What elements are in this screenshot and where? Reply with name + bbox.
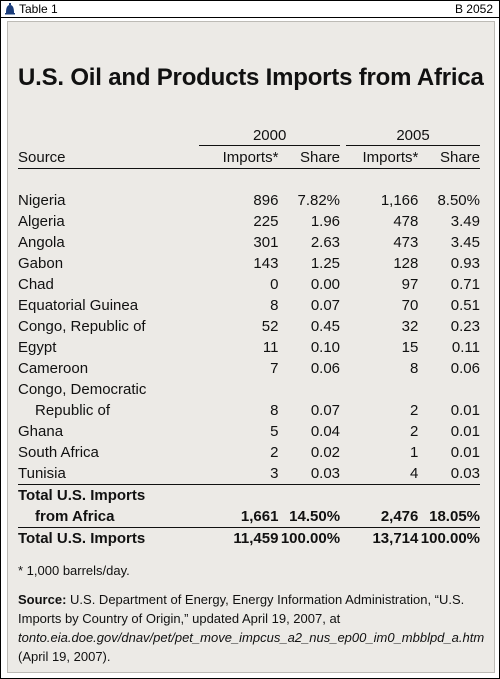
total-us-row xyxy=(18,528,480,550)
imports-2000-cell: 5 xyxy=(270,423,279,440)
share-2000-cell: 0.10 xyxy=(310,339,341,356)
table-row xyxy=(18,463,480,485)
total-africa-imports-2005: 2,476 xyxy=(380,508,419,525)
share-2000-header: Share xyxy=(278,147,340,169)
table-row xyxy=(18,211,480,232)
share-2005-cell: 0.51 xyxy=(450,297,480,314)
total-us-imports-2005: 13,714 xyxy=(340,528,418,550)
total-us-share-2005: 100.00% xyxy=(418,528,480,550)
source-cell: Angola xyxy=(18,234,65,251)
share-2005-cell: 0.93 xyxy=(450,255,480,272)
source-cell: Gabon xyxy=(18,255,64,272)
imports-2000-cell: 896 xyxy=(253,192,279,209)
imports-2000-cell: 225 xyxy=(253,213,279,230)
share-2005-cell: 0.01 xyxy=(450,402,480,419)
share-2005-header: Share xyxy=(418,147,480,169)
share-2000-cell: 0.02 xyxy=(310,444,341,461)
total-africa-share-2005: 18.05% xyxy=(429,508,480,525)
source-cell-line1: Congo, Democratic xyxy=(18,381,147,398)
imports-2000-cell: 11 xyxy=(262,339,279,356)
share-2005-cell: 0.06 xyxy=(450,360,480,377)
table-label-group xyxy=(1,2,58,16)
source-cell: Ghana xyxy=(18,423,64,440)
share-2005-cell: 3.49 xyxy=(450,213,480,230)
imports-2000-cell: 8 xyxy=(270,402,279,419)
share-2000-cell: 0.03 xyxy=(310,465,341,482)
imports-2005-cell: 32 xyxy=(401,318,419,335)
imports-2005-cell: 97 xyxy=(401,276,419,293)
table-row xyxy=(18,232,480,253)
share-2005-cell: 3.45 xyxy=(450,234,480,251)
source-cell: Republic of xyxy=(35,402,111,419)
header-rule xyxy=(0,17,500,18)
imports-2000-cell: 52 xyxy=(261,318,279,335)
source-cell: Equatorial Guinea xyxy=(18,297,139,314)
source-url: tonto.eia.doe.gov/dnav/pet/pet_move_impcus_a2_nus_ep00_im0_mbblpd_a.htm xyxy=(18,630,485,645)
top-bar xyxy=(1,1,499,17)
year-2000-header: 2000 xyxy=(193,126,340,147)
share-2005-cell: 0.23 xyxy=(450,318,480,335)
source-cell: Chad xyxy=(18,276,54,293)
imports-2000-cell: 143 xyxy=(253,255,279,272)
share-2005-cell: 0.71 xyxy=(450,276,480,293)
share-2000-cell: 1.96 xyxy=(310,213,341,230)
source-cell: Algeria xyxy=(18,213,65,230)
table-row xyxy=(18,316,480,337)
imports-table xyxy=(18,126,480,549)
imports-2005-header: Imports* xyxy=(340,147,418,169)
share-2000-cell: 0.07 xyxy=(310,402,341,419)
imports-2000-cell: 2 xyxy=(270,444,279,461)
table-label: Table 1 xyxy=(19,2,58,16)
imports-2000-cell: 0 xyxy=(270,276,279,293)
total-us-label: Total U.S. Imports xyxy=(18,528,193,550)
total-africa-imports-2000: 1,661 xyxy=(240,508,279,525)
imports-2005-cell: 1 xyxy=(410,444,419,461)
table-row xyxy=(18,253,480,274)
source-note xyxy=(18,590,485,666)
share-2005-cell: 0.01 xyxy=(450,423,480,440)
source-date: (April 19, 2007). xyxy=(18,649,111,664)
imports-2000-cell: 7 xyxy=(270,360,279,377)
share-2005-cell: 8.50% xyxy=(437,192,480,209)
share-2000-cell: 0.06 xyxy=(310,360,341,377)
total-africa-label-row xyxy=(18,485,480,507)
imports-2005-cell: 4 xyxy=(410,465,419,482)
table-row xyxy=(18,400,480,421)
imports-2000-cell: 8 xyxy=(270,297,279,314)
table-row-label-line xyxy=(18,379,480,400)
report-id: B 2052 xyxy=(454,2,493,16)
table-row xyxy=(18,190,480,211)
imports-2005-cell: 70 xyxy=(401,297,419,314)
imports-2000-cell: 301 xyxy=(253,234,279,251)
share-2000-cell: 1.25 xyxy=(310,255,341,272)
share-2000-cell: 0.07 xyxy=(310,297,341,314)
year-2005-header: 2005 xyxy=(340,126,480,147)
imports-2005-cell: 473 xyxy=(393,234,419,251)
column-header-row xyxy=(18,147,480,169)
share-2000-cell: 0.04 xyxy=(310,423,341,440)
share-2000-cell: 0.00 xyxy=(310,276,341,293)
source-cell: Congo, Republic of xyxy=(18,318,146,335)
table-row xyxy=(18,295,480,316)
source-cell: South Africa xyxy=(18,444,99,461)
source-column-header: Source xyxy=(18,147,193,169)
table-row xyxy=(18,274,480,295)
imports-2000-header: Imports* xyxy=(193,147,278,169)
table-row xyxy=(18,421,480,442)
share-2000-cell: 2.63 xyxy=(310,234,341,251)
source-cell: Tunisia xyxy=(18,465,66,482)
share-2005-cell: 0.01 xyxy=(450,444,480,461)
total-africa-row xyxy=(18,506,480,528)
imports-2005-cell: 15 xyxy=(401,339,419,356)
table-row xyxy=(18,358,480,379)
share-2000-cell: 0.45 xyxy=(310,318,341,335)
total-africa-label-line1: Total U.S. Imports xyxy=(18,485,480,507)
imports-2000-cell: 3 xyxy=(270,465,279,482)
source-cell: Egypt xyxy=(18,339,57,356)
source-cell: Cameroon xyxy=(18,360,89,377)
imports-2005-cell: 128 xyxy=(393,255,419,272)
footnote: * 1,000 barrels/day. xyxy=(18,563,130,578)
source-label: Source: xyxy=(18,592,67,607)
share-2005-cell: 0.11 xyxy=(451,339,480,356)
source-cell: Nigeria xyxy=(18,192,66,209)
table-row xyxy=(18,442,480,463)
table-title: U.S. Oil and Products Imports from Africa xyxy=(18,64,484,91)
total-africa-label-line2: from Africa xyxy=(35,508,115,525)
imports-2005-cell: 8 xyxy=(410,360,419,377)
share-2005-cell: 0.03 xyxy=(450,465,480,482)
total-us-share-2000: 100.00% xyxy=(278,528,340,550)
year-header-row xyxy=(18,126,480,147)
imports-2005-cell: 2 xyxy=(410,402,419,419)
source-text: U.S. Department of Energy, Energy Information Administration, “U.S. Imports by Country of Origin,” updated April 19, 2007, at xyxy=(18,592,465,626)
table-row xyxy=(18,337,480,358)
liberty-bell-icon xyxy=(4,3,16,15)
total-africa-share-2000: 14.50% xyxy=(289,508,341,525)
imports-2005-cell: 1,166 xyxy=(380,192,419,209)
total-us-imports-2000: 11,459 xyxy=(193,528,278,550)
imports-2005-cell: 478 xyxy=(393,213,419,230)
share-2000-cell: 7.82% xyxy=(297,192,341,209)
imports-2005-cell: 2 xyxy=(410,423,419,440)
